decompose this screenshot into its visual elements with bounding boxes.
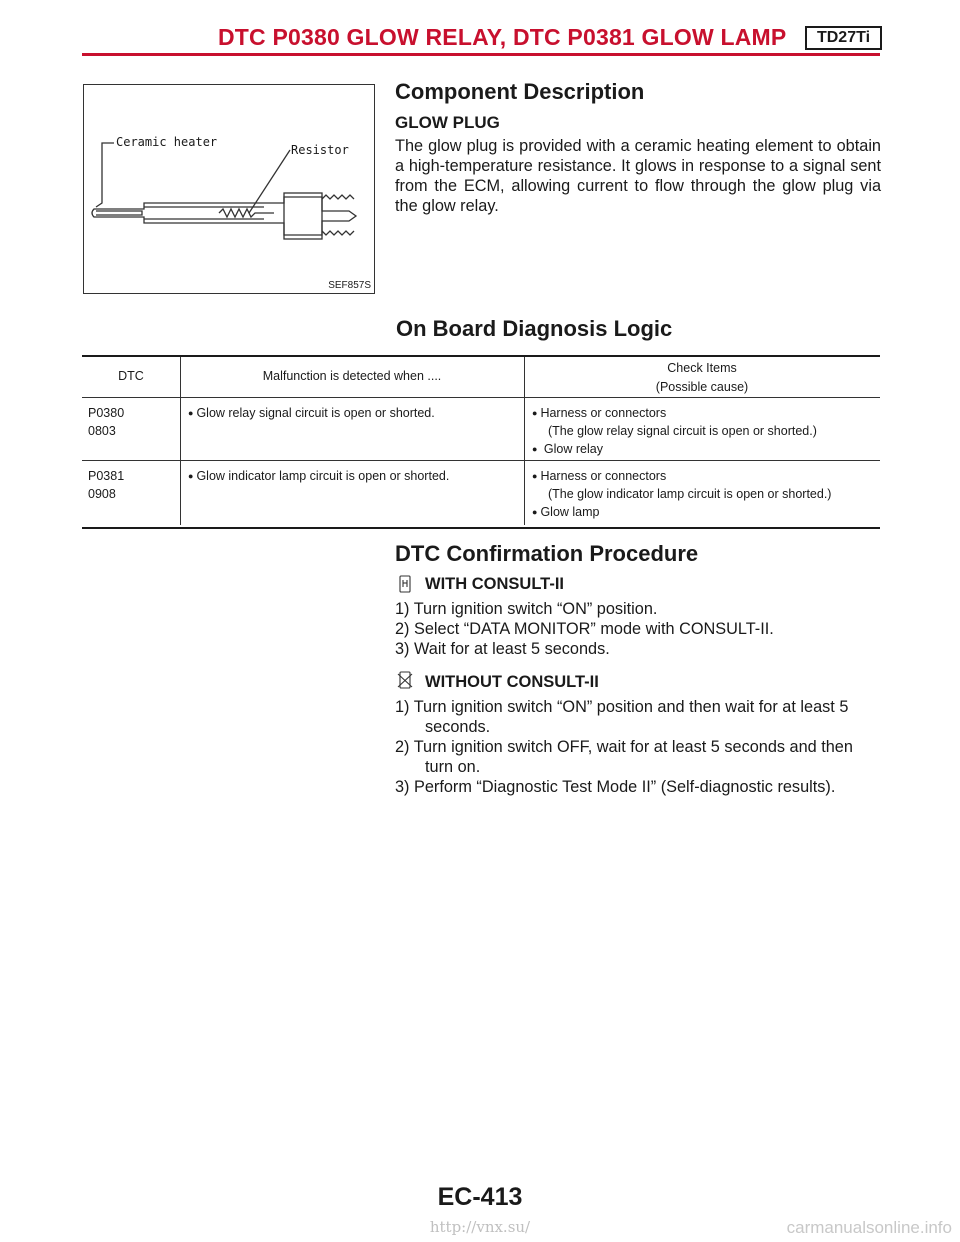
with-consult-step-1: 1) Turn ignition switch “ON” position. <box>395 600 658 618</box>
glow-plug-description: The glow plug is provided with a ceramic heating element to obtain a high-temperature resistance. It glows in response to a signal sent from the ECM, allowing current to flow through the glow plug via the glow relay. <box>395 137 881 215</box>
table-row-malfunction: ● Glow relay signal circuit is open or shorted. <box>188 406 435 420</box>
no-consult-tool-icon <box>397 671 413 691</box>
bullet-icon: ● <box>532 408 538 418</box>
glow-plug-diagram <box>84 85 374 293</box>
table-row-dtc: P0380 0803 <box>88 406 125 438</box>
dtc-confirmation-heading: DTC Confirmation Procedure <box>395 541 699 566</box>
column-header-dtc: DTC <box>118 369 144 383</box>
component-description-heading: Component Description <box>395 79 645 104</box>
glow-plug-figure <box>83 84 375 294</box>
ceramic-heater-label: Ceramic heater <box>116 135 218 149</box>
glow-plug-subheading: GLOW PLUG <box>395 113 500 132</box>
bullet-icon: ● <box>188 408 194 418</box>
without-consult-step-2: 2) Turn ignition switch OFF, wait for at least 5 seconds and then turn on. <box>395 738 853 776</box>
with-consult-step-2: 2) Select “DATA MONITOR” mode with CONSULT-II. <box>395 620 774 638</box>
column-header-malfunction: Malfunction is detected when .... <box>262 369 442 383</box>
resistor-label: Resistor <box>291 143 349 157</box>
bullet-icon: ● <box>188 471 194 481</box>
obd-logic-table <box>82 355 880 529</box>
table-row-malfunction: ● Glow indicator lamp circuit is open or shorted. <box>188 469 450 483</box>
with-consult-label: WITH CONSULT-II <box>425 575 565 593</box>
bullet-icon: ● <box>532 507 538 517</box>
consult-tool-icon <box>397 575 413 595</box>
without-consult-step-3: 3) Perform “Diagnostic Test Mode II” (Self-diagnostic results). <box>395 778 836 796</box>
site-watermark: carmanualsonline.info <box>786 1218 952 1237</box>
without-consult-step-1: 1) Turn ignition switch “ON” position and then wait for at least 5 seconds. <box>395 698 849 736</box>
with-consult-step-3: 3) Wait for at least 5 seconds. <box>395 640 610 658</box>
table-row-check-items: ● Harness or connectors (The glow indicator lamp circuit is open or shorted.) ● Glow lamp <box>532 469 832 519</box>
header-rule <box>82 53 880 56</box>
source-url-link[interactable]: http://vnx.su/ <box>429 1218 531 1236</box>
figure-code: SEF857S <box>328 280 371 291</box>
without-consult-label: WITHOUT CONSULT-II <box>425 673 599 691</box>
table-row-dtc: P0381 0908 <box>88 469 125 501</box>
bullet-icon: ● <box>532 471 538 481</box>
page-header-title: DTC P0380 GLOW RELAY, DTC P0381 GLOW LAMP <box>218 24 787 50</box>
engine-model-badge: TD27Ti <box>805 26 882 50</box>
bullet-icon: ● <box>532 444 538 454</box>
obd-logic-heading: On Board Diagnosis Logic <box>396 316 673 341</box>
column-header-possible-cause: (Possible cause) <box>655 380 749 394</box>
column-header-check-items: Check Items <box>667 361 737 375</box>
table-row-check-items: ● Harness or connectors (The glow relay signal circuit is open or shorted.) ● Glow relay <box>532 406 817 456</box>
page-number: EC-413 <box>437 1183 523 1211</box>
